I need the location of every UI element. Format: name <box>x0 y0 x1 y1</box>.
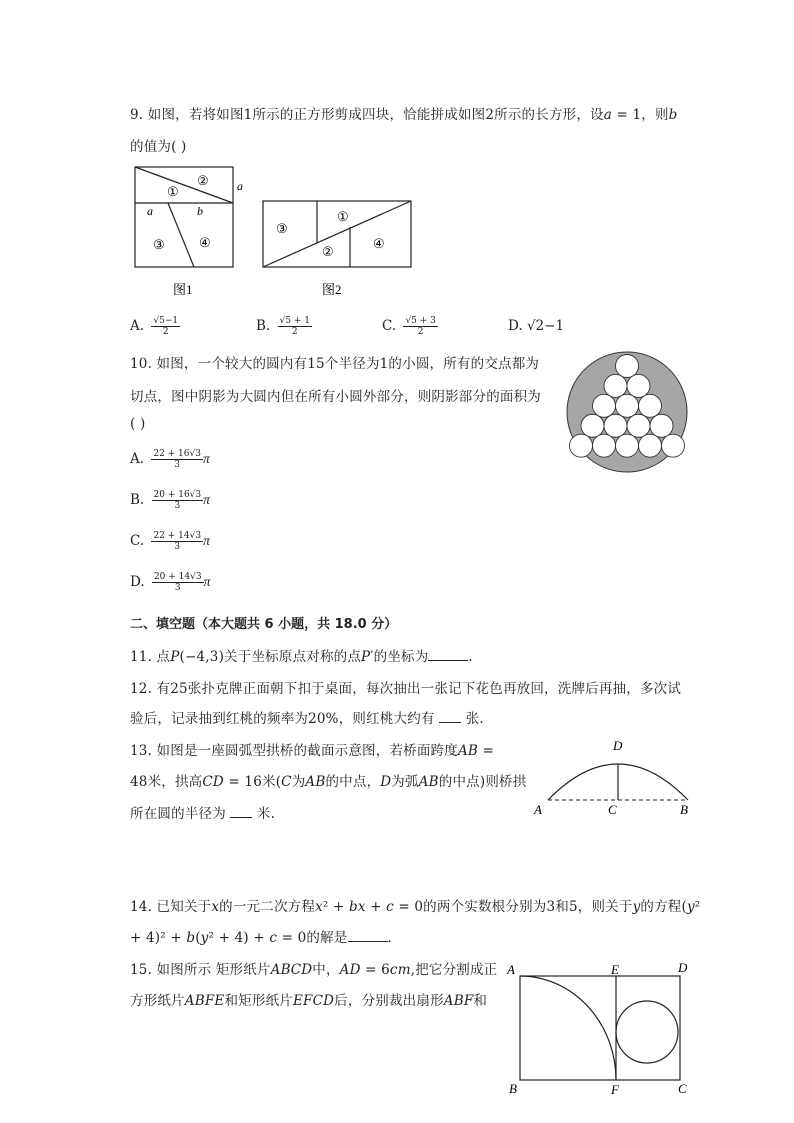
q9-f2-c4: ④ <box>373 236 385 251</box>
q15-label-c: C <box>678 1081 687 1096</box>
q10-small-circle <box>593 394 616 417</box>
q10-small-circle <box>616 355 639 378</box>
q9-line1: 9. 如图，若将如图1所示的正方形剪成四块，恰能拼成如图2所示的长方形，设𝑎 = 1，则𝑏 <box>130 107 678 123</box>
q15-rect-abcd <box>520 976 680 1080</box>
q9-option-c: C. $\frac{√5 + 3}{2}$ <box>382 316 436 337</box>
q9-f1-b: b <box>197 204 203 218</box>
q13-line1: 13. 如图是一座圆弧型拱桥的截面示意图，若桥面跨度𝐴𝐵 = <box>130 743 495 759</box>
q10-small-circle <box>627 414 650 437</box>
q9-f1-c2: ② <box>197 173 209 188</box>
q13-label-c: C <box>608 802 617 817</box>
q9-f1-a-right: a <box>237 179 243 193</box>
q13-label-b: B <box>680 802 688 817</box>
q12-line1: 12. 有25张扑克牌正面朝下扣于桌面，每次抽出一张记下花色再放回，洗牌后再抽，多次试 <box>130 681 682 697</box>
q10-small-circle <box>650 414 673 437</box>
q15-label-e: E <box>611 962 619 977</box>
q10-small-circle <box>639 434 662 457</box>
q9-option-b: B. $\frac{√5 + 1}{2}$ <box>256 316 310 337</box>
q10-small-circle <box>570 434 593 457</box>
q15-label-d: D <box>678 960 688 975</box>
q15-label-a: A <box>507 962 515 977</box>
q10-line3: ( ) <box>130 416 146 432</box>
q10-small-circle <box>593 434 616 457</box>
q9-f1-a-bottom: a <box>147 204 153 218</box>
q15-label-b: B <box>509 1081 517 1096</box>
q9-f2-c2: ② <box>322 244 334 259</box>
q13-label-a: A <box>534 802 542 817</box>
q15-line1: 15. 如图所示 矩形纸片𝐴𝐵𝐶𝐷中，𝐴𝐷 = 6𝑐𝑚,把它分割成正 <box>130 962 498 978</box>
q10-option-d: D. $\frac{20 + 14√3}{3}$ π <box>130 572 211 593</box>
q15-label-f: F <box>611 1082 619 1097</box>
q10-small-circle <box>662 434 685 457</box>
q9-option-d: D. √2−1 <box>508 318 565 334</box>
q15-rectangle-figure <box>502 958 698 1098</box>
q9-f2-c1: ① <box>337 209 349 224</box>
q10-small-circle <box>616 434 639 457</box>
q15-sector-arc <box>520 976 616 1080</box>
q9-fig1-caption: 图1 <box>173 282 193 297</box>
section2-heading: 二、填空题（本大题共 6 小题，共 18.0 分） <box>130 617 398 632</box>
q10-small-circle <box>581 414 604 437</box>
q13-label-d: D <box>613 738 623 753</box>
q10-small-circle <box>627 374 650 397</box>
q10-small-circle <box>604 414 627 437</box>
q10-small-circle <box>604 374 627 397</box>
q12-line2: 验后，记录抽到红桃的频率为20%，则红桃大约有 张. <box>130 711 484 727</box>
q9-f1-c1: ① <box>167 184 179 199</box>
q9-f2-c3: ③ <box>276 221 288 236</box>
q10-option-b: B. $\frac{20 + 16√3}{3}$ π <box>130 490 210 511</box>
q11-line: 11. 点𝑃(−4,3)关于坐标原点对称的点𝑃′的坐标为 . <box>130 649 473 665</box>
q10-option-a: A. $\frac{22 + 16√3}{3}$ π <box>130 449 210 470</box>
q9-line2: 的值为( ) <box>130 139 187 155</box>
q14-line2: + 4)² + 𝑏(𝑦² + 4) + 𝑐 = 0的解是 . <box>130 930 392 946</box>
q10-small-circle <box>616 394 639 417</box>
q9-fig2-caption: 图2 <box>322 282 342 297</box>
q15-inner-circle <box>616 1001 678 1063</box>
q13-bridge-figure <box>528 736 698 820</box>
q10-option-c: C. $\frac{22 + 14√3}{3}$ π <box>130 531 210 552</box>
q10-small-circle <box>639 394 662 417</box>
q9-option-a: A. $\frac{√5-1}{2}$ <box>130 316 179 337</box>
q9-figures <box>125 160 425 305</box>
q9-f1-c3: ③ <box>153 237 165 252</box>
q10-line1: 10. 如图，一个较大的圆内有15个半径为1的小圆，所有的交点都为 <box>130 356 540 372</box>
q10-line2: 切点，图中阴影为大圆内但在所有小圆外部分，则阴影部分的面积为 <box>130 389 541 405</box>
q13-line3: 所在圆的半径为 米. <box>130 806 276 822</box>
q9-f1-c4: ④ <box>199 235 211 250</box>
q14-line1: 14. 已知关于𝑥的一元二次方程𝑥² + 𝑏𝑥 + 𝑐 = 0的两个实数根分别为3和5，则关于𝑦的方程(𝑦² <box>130 899 701 915</box>
q10-circles-figure <box>565 350 689 474</box>
q15-line2: 方形纸片𝐴𝐵𝐹𝐸和矩形纸片𝐸𝐹𝐶𝐷后，分别裁出扇形𝐴𝐵𝐹和 <box>130 993 488 1009</box>
q13-line2: 48米，拱高𝐶𝐷 = 16米(𝐶为𝐴𝐵的中点，𝐷为弧𝐴𝐵的中点)则桥拱 <box>130 774 527 790</box>
